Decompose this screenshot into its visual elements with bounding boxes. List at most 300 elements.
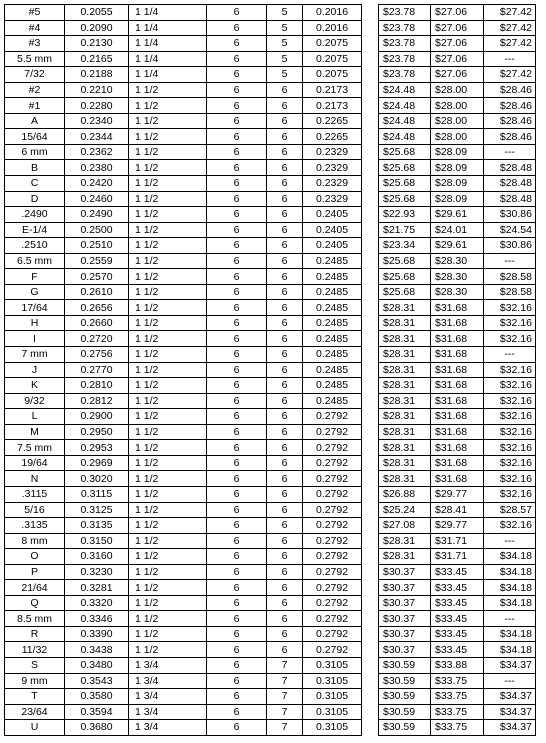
count-cell: 5 bbox=[267, 67, 303, 83]
thread-length-cell: 1 1/2 bbox=[129, 160, 207, 176]
decimal-cell: 0.3680 bbox=[65, 720, 129, 736]
flutes-cell: 6 bbox=[207, 300, 267, 316]
thread-length-cell: 1 1/2 bbox=[129, 533, 207, 549]
price-3-cell: $28.46 bbox=[484, 82, 536, 98]
thread-length-cell: 1 1/2 bbox=[129, 626, 207, 642]
decimal-cell: 0.3160 bbox=[65, 549, 129, 565]
thread-length-cell: 1 1/2 bbox=[129, 238, 207, 254]
decimal2-cell: 0.2792 bbox=[303, 595, 362, 611]
table-row bbox=[5, 5, 362, 21]
size-cell: #2 bbox=[5, 82, 65, 98]
price-1-cell: $30.37 bbox=[379, 626, 431, 642]
table-row bbox=[379, 67, 536, 83]
size-cell: 7.5 mm bbox=[5, 440, 65, 456]
count-cell: 6 bbox=[267, 222, 303, 238]
decimal-cell: 0.2344 bbox=[65, 129, 129, 145]
price-2-cell: $31.68 bbox=[431, 409, 484, 425]
decimal-cell: 0.3390 bbox=[65, 626, 129, 642]
decimal-cell: 0.2756 bbox=[65, 347, 129, 363]
decimal2-cell: 0.2075 bbox=[303, 51, 362, 67]
decimal2-cell: 0.2485 bbox=[303, 300, 362, 316]
price-3-cell: $28.58 bbox=[484, 269, 536, 285]
decimal-cell: 0.2055 bbox=[65, 5, 129, 21]
decimal-cell: 0.2490 bbox=[65, 207, 129, 223]
decimal2-cell: 0.3105 bbox=[303, 689, 362, 705]
size-cell: #3 bbox=[5, 36, 65, 52]
size-cell: A bbox=[5, 113, 65, 129]
count-cell: 6 bbox=[267, 518, 303, 534]
price-3-cell: $34.18 bbox=[484, 549, 536, 565]
table-row bbox=[379, 269, 536, 285]
price-1-cell: $25.68 bbox=[379, 253, 431, 269]
decimal-cell: 0.3438 bbox=[65, 642, 129, 658]
thread-length-cell: 1 1/2 bbox=[129, 222, 207, 238]
decimal-cell: 0.2165 bbox=[65, 51, 129, 67]
thread-length-cell: 1 1/2 bbox=[129, 409, 207, 425]
decimal-cell: 0.2130 bbox=[65, 36, 129, 52]
thread-length-cell: 1 1/2 bbox=[129, 284, 207, 300]
size-cell: 6 mm bbox=[5, 144, 65, 160]
decimal-cell: 0.2559 bbox=[65, 253, 129, 269]
price-2-cell: $28.09 bbox=[431, 176, 484, 192]
count-cell: 5 bbox=[267, 5, 303, 21]
table-row bbox=[379, 626, 536, 642]
thread-length-cell: 1 1/2 bbox=[129, 393, 207, 409]
count-cell: 6 bbox=[267, 533, 303, 549]
decimal2-cell: 0.2173 bbox=[303, 82, 362, 98]
table-row bbox=[379, 580, 536, 596]
thread-length-cell: 1 3/4 bbox=[129, 673, 207, 689]
table-row bbox=[379, 611, 536, 627]
count-cell: 6 bbox=[267, 549, 303, 565]
table-row bbox=[379, 284, 536, 300]
size-cell: 9 mm bbox=[5, 673, 65, 689]
decimal-cell: 0.2460 bbox=[65, 191, 129, 207]
table-row bbox=[5, 393, 362, 409]
thread-length-cell: 1 1/2 bbox=[129, 424, 207, 440]
price-1-cell: $28.31 bbox=[379, 315, 431, 331]
size-cell: K bbox=[5, 378, 65, 394]
flutes-cell: 6 bbox=[207, 82, 267, 98]
flutes-cell: 6 bbox=[207, 113, 267, 129]
decimal2-cell: 0.2485 bbox=[303, 362, 362, 378]
table-row bbox=[5, 704, 362, 720]
thread-length-cell: 1 1/2 bbox=[129, 642, 207, 658]
size-cell: R bbox=[5, 626, 65, 642]
decimal2-cell: 0.2405 bbox=[303, 222, 362, 238]
decimal2-cell: 0.2792 bbox=[303, 440, 362, 456]
price-2-cell: $27.06 bbox=[431, 51, 484, 67]
count-cell: 5 bbox=[267, 20, 303, 36]
price-2-cell: $31.68 bbox=[431, 362, 484, 378]
thread-length-cell: 1 3/4 bbox=[129, 704, 207, 720]
flutes-cell: 6 bbox=[207, 331, 267, 347]
thread-length-cell: 1 3/4 bbox=[129, 689, 207, 705]
flutes-cell: 6 bbox=[207, 269, 267, 285]
flutes-cell: 6 bbox=[207, 440, 267, 456]
thread-length-cell: 1 1/2 bbox=[129, 471, 207, 487]
table-row bbox=[379, 300, 536, 316]
table-row bbox=[379, 176, 536, 192]
table-row bbox=[5, 502, 362, 518]
table-row bbox=[379, 673, 536, 689]
count-cell: 6 bbox=[267, 253, 303, 269]
price-2-cell: $27.06 bbox=[431, 67, 484, 83]
price-3-cell: $34.18 bbox=[484, 626, 536, 642]
flutes-cell: 6 bbox=[207, 222, 267, 238]
price-3-cell: $32.16 bbox=[484, 471, 536, 487]
price-1-cell: $30.37 bbox=[379, 642, 431, 658]
price-2-cell: $31.68 bbox=[431, 347, 484, 363]
flutes-cell: 6 bbox=[207, 626, 267, 642]
thread-length-cell: 1 1/2 bbox=[129, 315, 207, 331]
price-2-cell: $27.06 bbox=[431, 20, 484, 36]
table-row bbox=[379, 191, 536, 207]
decimal2-cell: 0.2792 bbox=[303, 626, 362, 642]
price-2-cell: $31.68 bbox=[431, 331, 484, 347]
table-row bbox=[5, 455, 362, 471]
flutes-cell: 6 bbox=[207, 238, 267, 254]
thread-length-cell: 1 1/4 bbox=[129, 5, 207, 21]
price-3-cell: $32.16 bbox=[484, 440, 536, 456]
table-row bbox=[5, 564, 362, 580]
thread-length-cell: 1 1/2 bbox=[129, 362, 207, 378]
price-2-cell: $29.61 bbox=[431, 207, 484, 223]
count-cell: 6 bbox=[267, 378, 303, 394]
price-1-cell: $23.78 bbox=[379, 36, 431, 52]
price-1-cell: $21.75 bbox=[379, 222, 431, 238]
specs-table-body bbox=[5, 5, 362, 736]
decimal-cell: 0.3580 bbox=[65, 689, 129, 705]
price-2-cell: $31.68 bbox=[431, 471, 484, 487]
flutes-cell: 6 bbox=[207, 315, 267, 331]
flutes-cell: 6 bbox=[207, 657, 267, 673]
thread-length-cell: 1 1/2 bbox=[129, 580, 207, 596]
table-row bbox=[379, 549, 536, 565]
thread-length-cell: 1 1/2 bbox=[129, 455, 207, 471]
count-cell: 6 bbox=[267, 580, 303, 596]
thread-length-cell: 1 3/4 bbox=[129, 657, 207, 673]
table-row bbox=[379, 689, 536, 705]
decimal2-cell: 0.2485 bbox=[303, 269, 362, 285]
table-row bbox=[379, 51, 536, 67]
flutes-cell: 6 bbox=[207, 673, 267, 689]
price-3-cell: $32.16 bbox=[484, 486, 536, 502]
table-row bbox=[379, 331, 536, 347]
size-cell: O bbox=[5, 549, 65, 565]
table-row bbox=[379, 160, 536, 176]
decimal-cell: 0.2362 bbox=[65, 144, 129, 160]
price-2-cell: $31.71 bbox=[431, 549, 484, 565]
table-row bbox=[379, 502, 536, 518]
thread-length-cell: 1 1/2 bbox=[129, 300, 207, 316]
size-cell: .3115 bbox=[5, 486, 65, 502]
table-row bbox=[379, 253, 536, 269]
decimal-cell: 0.3543 bbox=[65, 673, 129, 689]
table-row bbox=[5, 82, 362, 98]
price-1-cell: $30.59 bbox=[379, 657, 431, 673]
price-3-cell: $27.42 bbox=[484, 5, 536, 21]
table-row bbox=[379, 533, 536, 549]
table-row bbox=[379, 455, 536, 471]
flutes-cell: 6 bbox=[207, 471, 267, 487]
price-1-cell: $22.93 bbox=[379, 207, 431, 223]
table-row bbox=[5, 129, 362, 145]
thread-length-cell: 1 1/2 bbox=[129, 253, 207, 269]
count-cell: 6 bbox=[267, 160, 303, 176]
price-1-cell: $25.68 bbox=[379, 176, 431, 192]
decimal-cell: 0.2812 bbox=[65, 393, 129, 409]
price-2-cell: $33.75 bbox=[431, 720, 484, 736]
table-row bbox=[379, 113, 536, 129]
price-2-cell: $33.45 bbox=[431, 564, 484, 580]
decimal-cell: 0.2810 bbox=[65, 378, 129, 394]
thread-length-cell: 1 1/2 bbox=[129, 595, 207, 611]
decimal-cell: 0.2656 bbox=[65, 300, 129, 316]
decimal-cell: 0.2380 bbox=[65, 160, 129, 176]
price-2-cell: $24.01 bbox=[431, 222, 484, 238]
price-3-cell: $28.46 bbox=[484, 98, 536, 114]
flutes-cell: 6 bbox=[207, 20, 267, 36]
table-row bbox=[379, 486, 536, 502]
size-cell: D bbox=[5, 191, 65, 207]
decimal2-cell: 0.2792 bbox=[303, 486, 362, 502]
price-1-cell: $25.24 bbox=[379, 502, 431, 518]
decimal-cell: 0.2770 bbox=[65, 362, 129, 378]
price-1-cell: $23.78 bbox=[379, 20, 431, 36]
decimal-cell: 0.2188 bbox=[65, 67, 129, 83]
flutes-cell: 6 bbox=[207, 642, 267, 658]
price-3-cell: $27.42 bbox=[484, 67, 536, 83]
table-row bbox=[379, 440, 536, 456]
size-cell: .3135 bbox=[5, 518, 65, 534]
decimal-cell: 0.3346 bbox=[65, 611, 129, 627]
table-row bbox=[379, 144, 536, 160]
price-1-cell: $25.68 bbox=[379, 269, 431, 285]
decimal-cell: 0.3594 bbox=[65, 704, 129, 720]
decimal2-cell: 0.2405 bbox=[303, 238, 362, 254]
price-2-cell: $29.77 bbox=[431, 518, 484, 534]
decimal2-cell: 0.2265 bbox=[303, 113, 362, 129]
price-2-cell: $28.30 bbox=[431, 284, 484, 300]
size-cell: #1 bbox=[5, 98, 65, 114]
price-2-cell: $33.45 bbox=[431, 642, 484, 658]
price-3-cell: $34.18 bbox=[484, 595, 536, 611]
thread-length-cell: 1 1/2 bbox=[129, 144, 207, 160]
price-3-cell: $32.16 bbox=[484, 378, 536, 394]
table-row bbox=[379, 315, 536, 331]
table-row bbox=[5, 642, 362, 658]
size-cell: L bbox=[5, 409, 65, 425]
price-1-cell: $30.37 bbox=[379, 611, 431, 627]
price-1-cell: $26.88 bbox=[379, 486, 431, 502]
decimal-cell: 0.2090 bbox=[65, 20, 129, 36]
decimal2-cell: 0.2792 bbox=[303, 564, 362, 580]
flutes-cell: 6 bbox=[207, 518, 267, 534]
table-row bbox=[5, 238, 362, 254]
table-row bbox=[379, 378, 536, 394]
price-2-cell: $28.00 bbox=[431, 82, 484, 98]
count-cell: 5 bbox=[267, 36, 303, 52]
flutes-cell: 6 bbox=[207, 207, 267, 223]
price-1-cell: $28.31 bbox=[379, 549, 431, 565]
price-1-cell: $23.34 bbox=[379, 238, 431, 254]
price-1-cell: $24.48 bbox=[379, 82, 431, 98]
decimal2-cell: 0.2329 bbox=[303, 160, 362, 176]
count-cell: 6 bbox=[267, 176, 303, 192]
price-3-cell: $32.16 bbox=[484, 455, 536, 471]
decimal2-cell: 0.2792 bbox=[303, 409, 362, 425]
size-cell: C bbox=[5, 176, 65, 192]
table-row bbox=[5, 98, 362, 114]
table-row bbox=[5, 253, 362, 269]
thread-length-cell: 1 1/2 bbox=[129, 129, 207, 145]
decimal-cell: 0.2570 bbox=[65, 269, 129, 285]
flutes-cell: 6 bbox=[207, 378, 267, 394]
table-row bbox=[379, 393, 536, 409]
decimal2-cell: 0.2405 bbox=[303, 207, 362, 223]
flutes-cell: 6 bbox=[207, 720, 267, 736]
table-row bbox=[5, 20, 362, 36]
decimal2-cell: 0.3105 bbox=[303, 673, 362, 689]
table-row bbox=[5, 315, 362, 331]
table-row bbox=[5, 518, 362, 534]
price-1-cell: $28.31 bbox=[379, 471, 431, 487]
count-cell: 6 bbox=[267, 98, 303, 114]
decimal2-cell: 0.2792 bbox=[303, 455, 362, 471]
decimal2-cell: 0.3105 bbox=[303, 657, 362, 673]
table-row bbox=[379, 595, 536, 611]
decimal-cell: 0.2510 bbox=[65, 238, 129, 254]
price-3-cell: --- bbox=[484, 144, 536, 160]
decimal2-cell: 0.2075 bbox=[303, 67, 362, 83]
price-1-cell: $28.31 bbox=[379, 331, 431, 347]
count-cell: 6 bbox=[267, 129, 303, 145]
thread-length-cell: 1 1/2 bbox=[129, 611, 207, 627]
price-2-cell: $31.68 bbox=[431, 455, 484, 471]
price-1-cell: $27.08 bbox=[379, 518, 431, 534]
size-cell: 15/64 bbox=[5, 129, 65, 145]
price-2-cell: $31.71 bbox=[431, 533, 484, 549]
thread-length-cell: 1 1/4 bbox=[129, 20, 207, 36]
price-1-cell: $28.31 bbox=[379, 455, 431, 471]
flutes-cell: 6 bbox=[207, 689, 267, 705]
count-cell: 6 bbox=[267, 191, 303, 207]
price-1-cell: $25.68 bbox=[379, 160, 431, 176]
decimal2-cell: 0.2792 bbox=[303, 580, 362, 596]
flutes-cell: 6 bbox=[207, 564, 267, 580]
size-cell: 11/32 bbox=[5, 642, 65, 658]
price-3-cell: $32.16 bbox=[484, 424, 536, 440]
table-row bbox=[379, 642, 536, 658]
price-2-cell: $28.00 bbox=[431, 113, 484, 129]
thread-length-cell: 1 1/2 bbox=[129, 440, 207, 456]
flutes-cell: 6 bbox=[207, 5, 267, 21]
count-cell: 6 bbox=[267, 315, 303, 331]
decimal2-cell: 0.2792 bbox=[303, 549, 362, 565]
thread-length-cell: 1 1/4 bbox=[129, 36, 207, 52]
price-1-cell: $28.31 bbox=[379, 362, 431, 378]
size-cell: 5/16 bbox=[5, 502, 65, 518]
flutes-cell: 6 bbox=[207, 455, 267, 471]
count-cell: 7 bbox=[267, 673, 303, 689]
table-row bbox=[5, 720, 362, 736]
size-cell: B bbox=[5, 160, 65, 176]
thread-length-cell: 1 1/2 bbox=[129, 486, 207, 502]
thread-length-cell: 1 1/2 bbox=[129, 518, 207, 534]
size-cell: H bbox=[5, 315, 65, 331]
size-cell: 17/64 bbox=[5, 300, 65, 316]
flutes-cell: 6 bbox=[207, 51, 267, 67]
decimal2-cell: 0.2792 bbox=[303, 518, 362, 534]
price-3-cell: $32.16 bbox=[484, 393, 536, 409]
flutes-cell: 6 bbox=[207, 176, 267, 192]
price-1-cell: $30.59 bbox=[379, 704, 431, 720]
thread-length-cell: 1 3/4 bbox=[129, 720, 207, 736]
flutes-cell: 6 bbox=[207, 502, 267, 518]
table-row bbox=[5, 657, 362, 673]
decimal-cell: 0.2210 bbox=[65, 82, 129, 98]
table-row bbox=[379, 564, 536, 580]
flutes-cell: 6 bbox=[207, 580, 267, 596]
price-1-cell: $25.68 bbox=[379, 191, 431, 207]
price-2-cell: $29.61 bbox=[431, 238, 484, 254]
price-3-cell: $27.42 bbox=[484, 20, 536, 36]
price-3-cell: $34.37 bbox=[484, 720, 536, 736]
thread-length-cell: 1 1/2 bbox=[129, 82, 207, 98]
size-cell: U bbox=[5, 720, 65, 736]
price-2-cell: $31.68 bbox=[431, 393, 484, 409]
size-cell: 9/32 bbox=[5, 393, 65, 409]
table-row bbox=[5, 533, 362, 549]
size-cell: Q bbox=[5, 595, 65, 611]
table-row bbox=[5, 284, 362, 300]
price-3-cell: $32.16 bbox=[484, 300, 536, 316]
table-row bbox=[5, 113, 362, 129]
price-2-cell: $33.75 bbox=[431, 704, 484, 720]
table-row bbox=[5, 67, 362, 83]
table-row bbox=[379, 36, 536, 52]
price-1-cell: $28.31 bbox=[379, 533, 431, 549]
count-cell: 6 bbox=[267, 82, 303, 98]
count-cell: 6 bbox=[267, 347, 303, 363]
size-cell: 21/64 bbox=[5, 580, 65, 596]
price-1-cell: $30.59 bbox=[379, 673, 431, 689]
size-cell: M bbox=[5, 424, 65, 440]
price-3-cell: $34.18 bbox=[484, 580, 536, 596]
count-cell: 6 bbox=[267, 564, 303, 580]
size-cell: G bbox=[5, 284, 65, 300]
decimal-cell: 0.3480 bbox=[65, 657, 129, 673]
count-cell: 6 bbox=[267, 440, 303, 456]
decimal-cell: 0.3115 bbox=[65, 486, 129, 502]
count-cell: 6 bbox=[267, 424, 303, 440]
price-2-cell: $28.41 bbox=[431, 502, 484, 518]
size-cell: 7 mm bbox=[5, 347, 65, 363]
price-3-cell: --- bbox=[484, 673, 536, 689]
price-2-cell: $28.09 bbox=[431, 144, 484, 160]
decimal-cell: 0.3230 bbox=[65, 564, 129, 580]
price-3-cell: $24.54 bbox=[484, 222, 536, 238]
flutes-cell: 6 bbox=[207, 533, 267, 549]
table-row bbox=[379, 657, 536, 673]
flutes-cell: 6 bbox=[207, 284, 267, 300]
price-2-cell: $28.30 bbox=[431, 253, 484, 269]
flutes-cell: 6 bbox=[207, 144, 267, 160]
table-row bbox=[379, 82, 536, 98]
count-cell: 6 bbox=[267, 238, 303, 254]
decimal-cell: 0.2720 bbox=[65, 331, 129, 347]
